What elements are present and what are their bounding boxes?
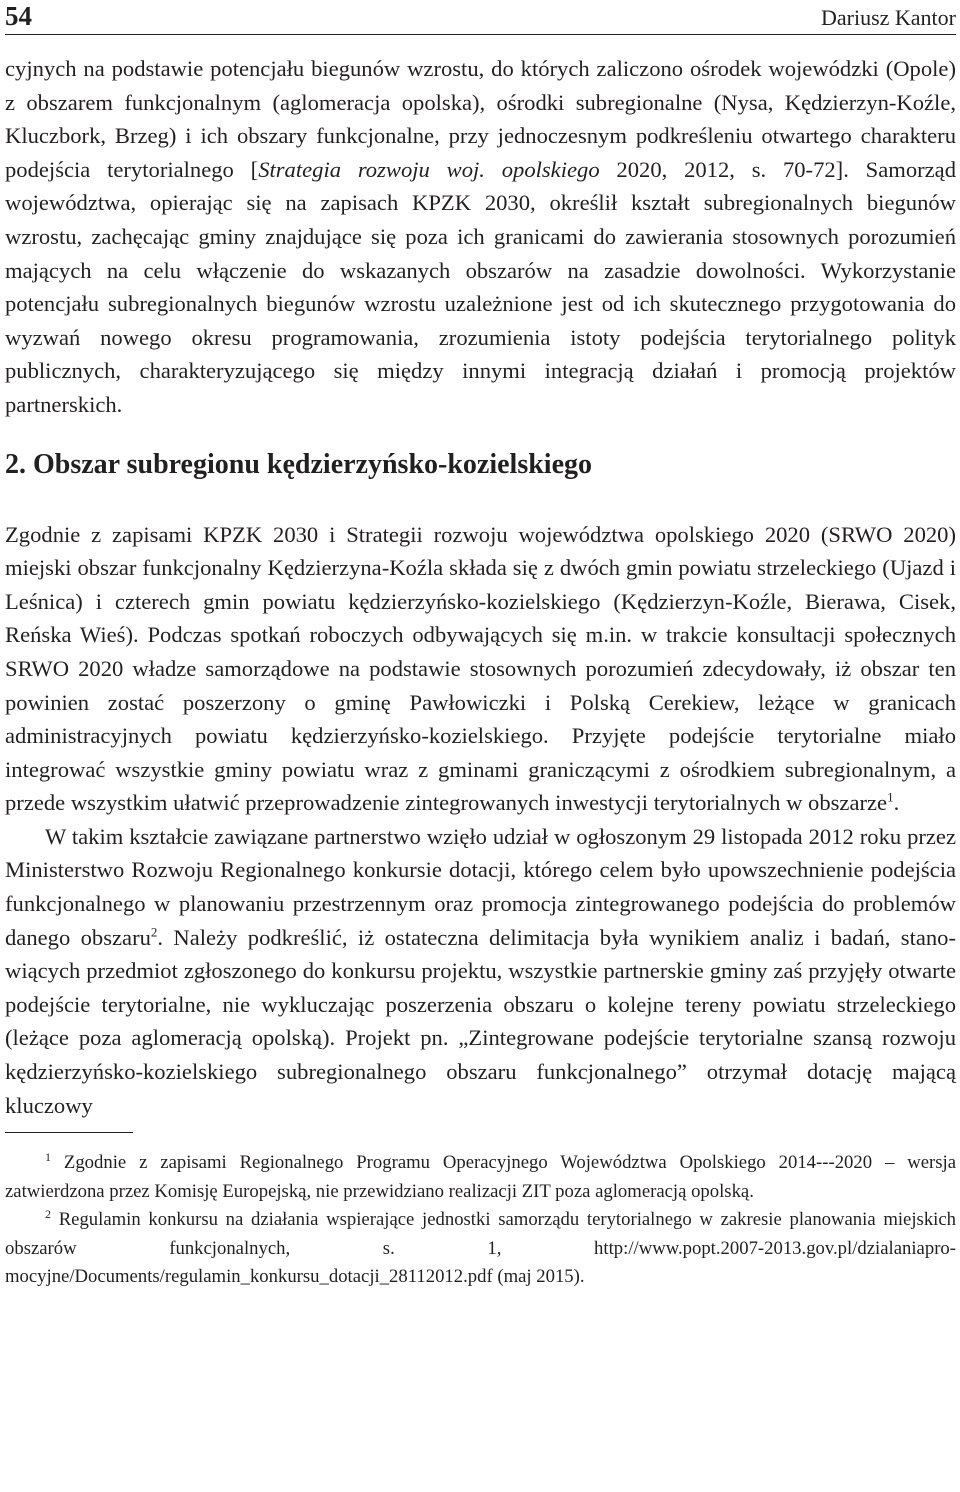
footnote-number: 1 [45,1149,51,1164]
footnotes [5,1149,956,1292]
paragraph-text: 2020, 2012, s. 70-72]. Samorząd województwa, opierając się na zapisach KPZK 2030, określił kształt subregionalnych biegunów wzrostu, zachęcając gminy znajdujące się poza ich granicami do zawierania stosownych porozumień mających na celu włączenie do wskazanych obszarów na zasadzie dowolności. Wykorzystanie potencjału subregionalnych biegunów wzrostu uzależnione jest od ich skutecznego przygotowania do wyzwań nowego okresu programowania, zrozumienia istoty podejścia terytorialnego polityk publicznych, charakteryzującego się między innymi integracją działań i promocją projektów partnerskich. [5,156,956,417]
body-text [5,52,956,1122]
paragraph-text: W takim kształcie zawiązane partnerstwo wzięło udział w ogłoszonym 29 listopada 2012 roku przez Ministerstwo Rozwoju Regionalnego konkursie dotacji, którego celem było upowszechnienie podejścia funkcjonalnego w planowaniu przestrzennym oraz promocja zintegrowanego podejścia do problemów danego obszaru [5,823,956,950]
paragraph-text: cyjnych na podstawie potencjału biegunów wzrostu, do których zaliczono ośrodek wojewódzki (Opole) z obszarem funkcjonalnym (aglomeracja opolska), ośrodki subregionalne (Nysa, Kędzierzyn-Koźle, Kluczbork, Brzeg) i ich obszary funkcjonalne, przy jednoczesnym podkreśleniu otwartego charakteru podejścia terytorialnego [ [5,56,956,182]
footnote [5,1206,956,1292]
paragraph-continuation [5,52,956,422]
paragraph-text: Zgodnie z zapisami KPZK 2030 i Strategii rozwoju województwa opolskiego 2020 (SRWO 2020) miejski obszar funkcjonalny Kędzierzyna-Koźla składa się z dwóch gmin powiatu strzeleckiego (Ujazd i Leśnica) i czterech gmin powiatu kędzierzyńsko-kozielskiego (Kędzierzyn-Koźle, Bierawa, Cisek, Reńska Wieś). Podczas spotkań roboczych odbywających się m.in. w trakcie konsultacji społecznych SRWO 2020 władze samorządowe na podstawie stosownych porozumień zdecydowały, iż obszar ten powinien zostać poszerzony o gminę Pawłowiczki i Polską Cerekiew, leżące w granicach administracyjnych powiatu kędzierzyńsko-kozielskiego. Przyjęte podejście terytorialne miało integrować wszystkie gminy powiatu wraz z gminami graniczącymi z ośrodkiem subregionalnym, a przede wszystkim ułatwić przeprowadzenie zintegrowanych inwestycji terytorialnych w obszarze [5,521,956,816]
section-heading: 2. Obszar subregionu kędzierzyńsko-kozielskiego [5,448,593,480]
footnote-text: Regulamin konkursu na działania wspierające jednostki samorządu terytorialnego w zakresie planowania miejskich obszarów funkcjonalnych, s. 1, http://www.popt.2007-2013.gov.pl/dzialaniapromocyjne/Documents/regulamin_konkursu_dotacji_28112012.pdf (maj 2015). [5,1209,956,1288]
footnote-reference[interactable]: 1 [887,789,894,805]
paragraph [5,518,956,820]
footnote [5,1149,956,1206]
footnote-number: 2 [45,1206,51,1221]
citation-title: Strategia rozwoju woj. opolskiego [258,156,600,182]
running-head-author: Dariusz Kantor [820,5,956,30]
footnote-separator [5,1132,133,1133]
paragraph-text: . Należy podkreślić, iż ostateczna delimitacja była wynikiem analiz i badań, stanowiących przedmiot zgłoszonego do konkursu projektu, wszystkie partnerskie gminy zaś przyjęły otwarte podejście terytorialne, nie wykluczając poszerzenia obszaru o kolejne tereny powiatu strzeleckiego (leżące poza aglomeracją opolską). Projekt pn. „Zintegrowane podejście terytorialne szansą rozwoju kędzierzyńsko-kozielskiego subregionalnego obszaru funkcjonalnego” otrzymał dotację mającą kluczowy [5,924,956,1118]
page-number: 54 [5,1,32,31]
footnote-reference[interactable]: 2 [150,924,158,940]
document-page [5,0,956,1492]
footnote-text: Zgodnie z zapisami Regionalnego Programu Operacyjnego Województwa Opolskiego 2014-‑-2020 – wersja zatwierdzona przez Komisję Europejską, nie przewidziano realizacji ZIT poza aglomeracją opolską. [5,1152,956,1202]
paragraph [5,820,956,1122]
page-header [5,0,956,35]
paragraph-end: . [893,790,900,816]
